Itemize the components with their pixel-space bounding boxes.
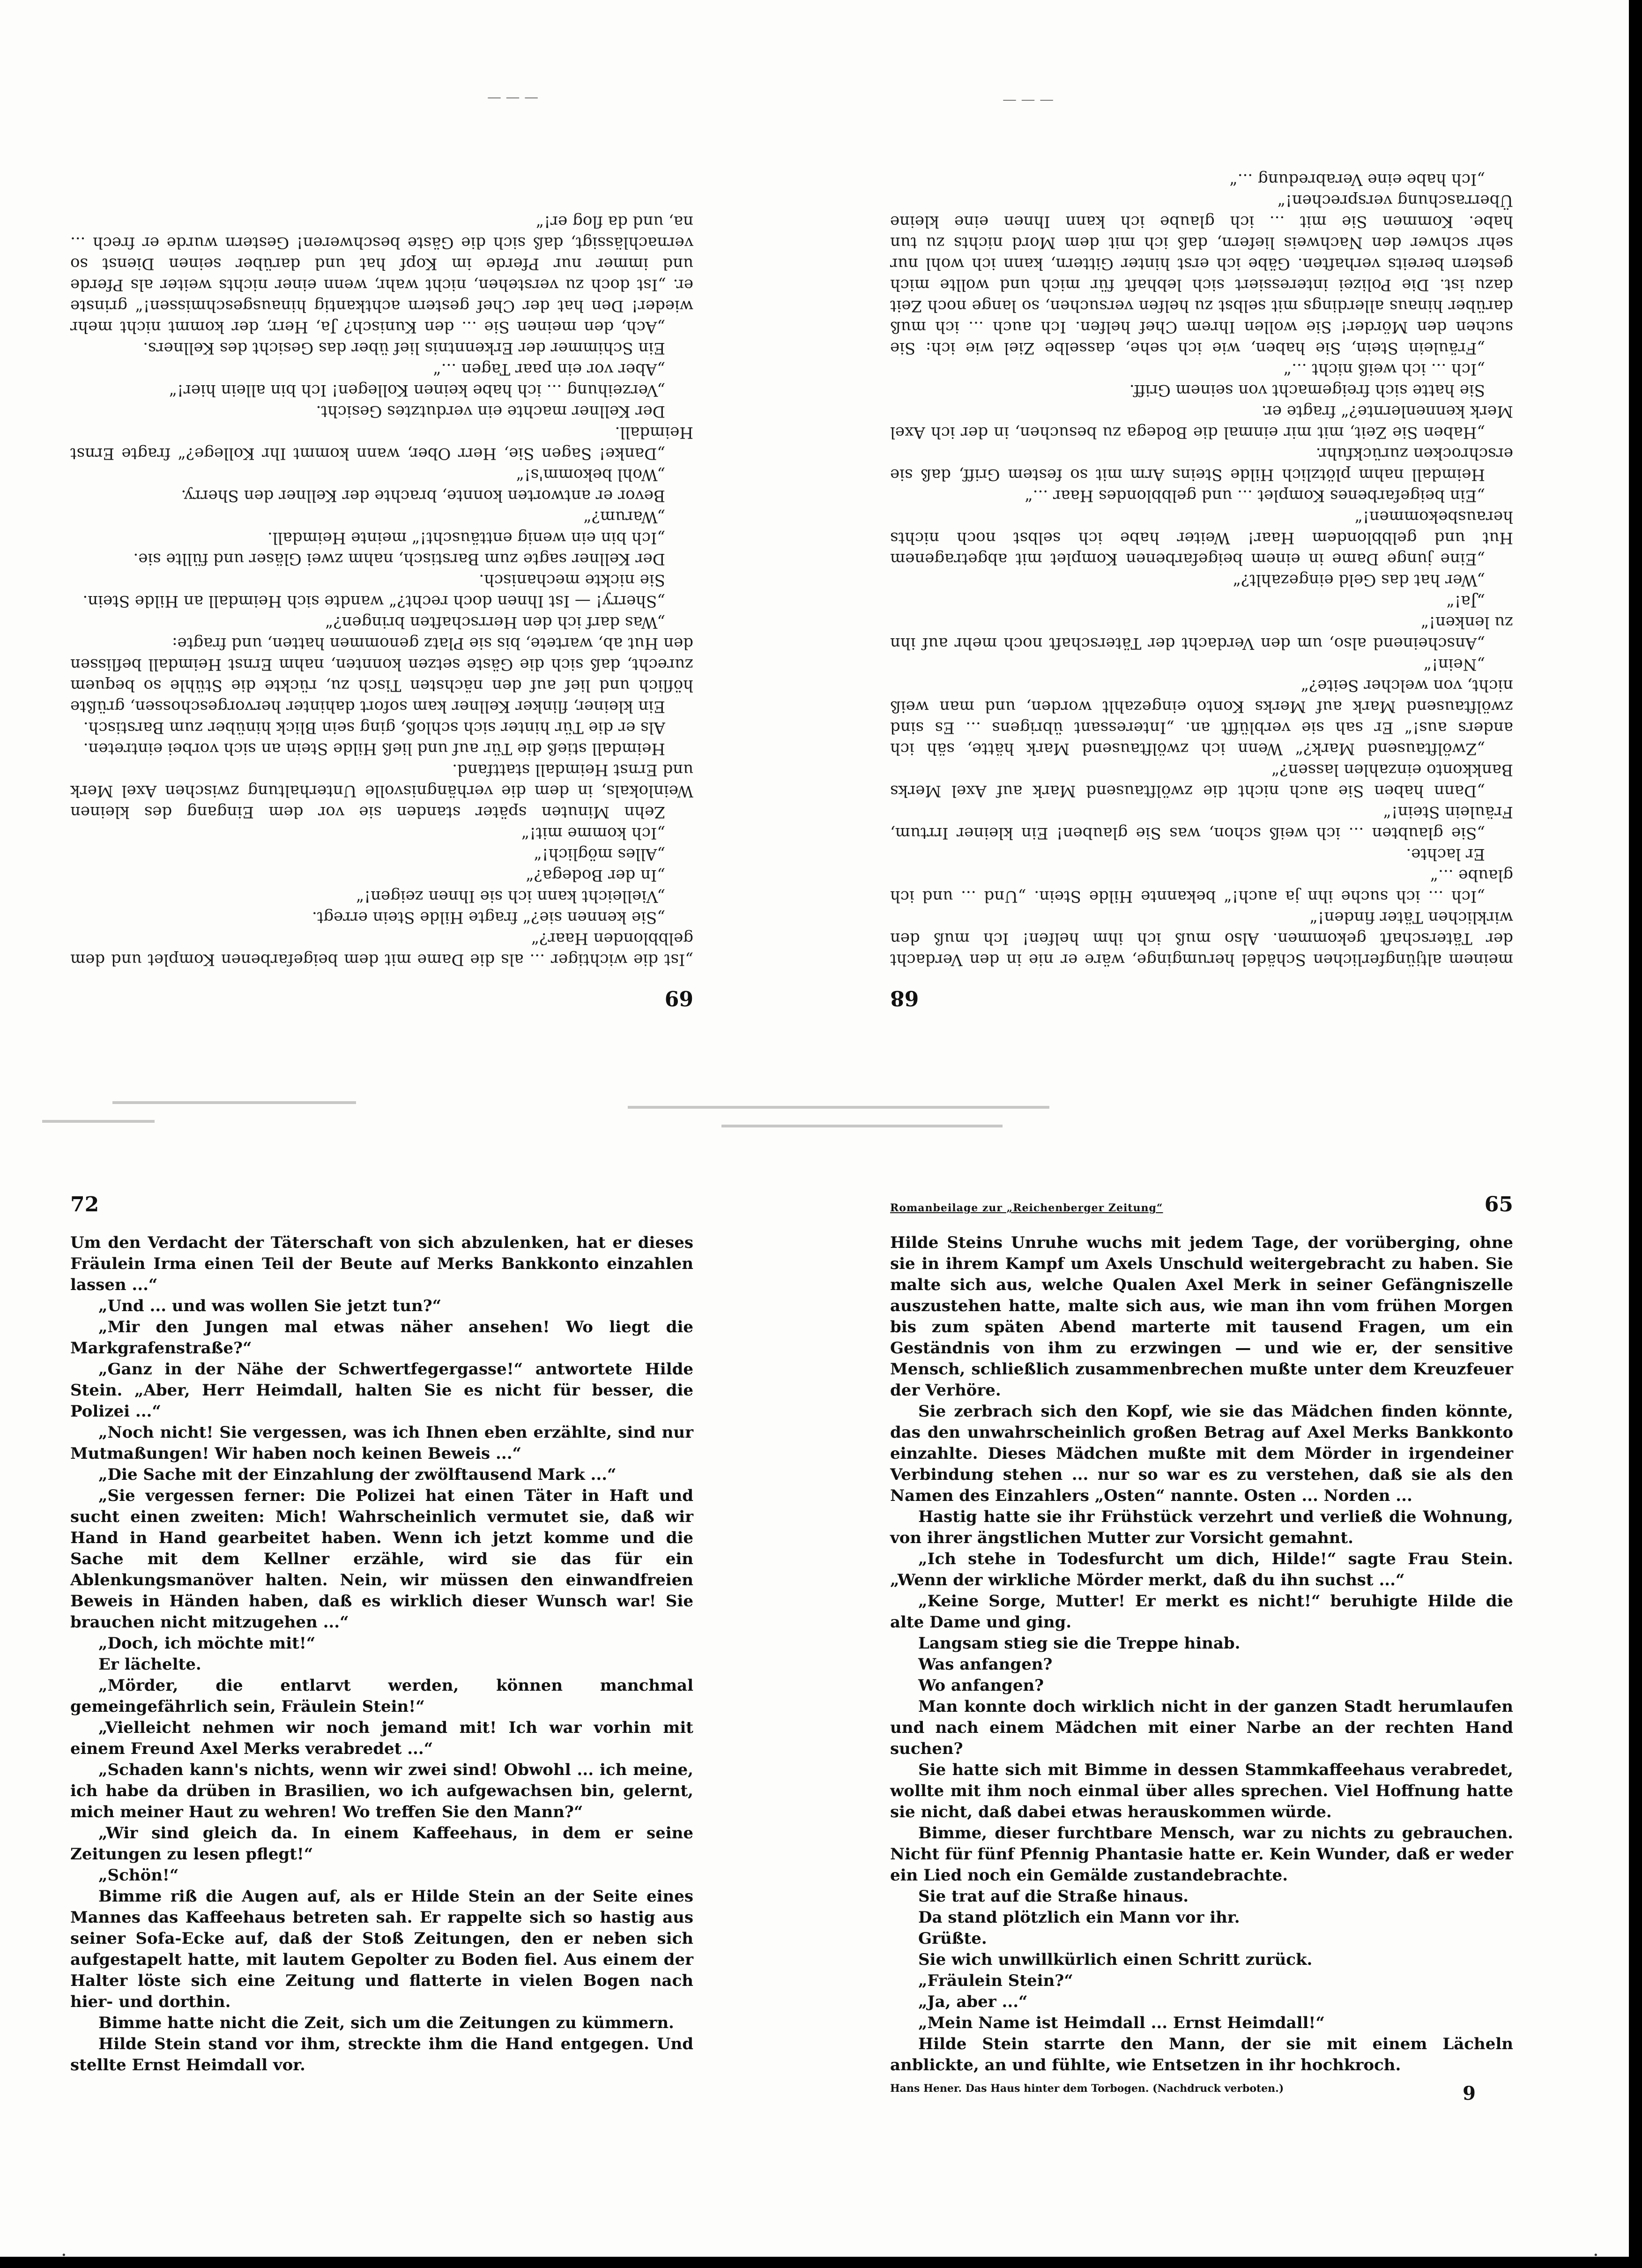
paragraph: „Haben Sie Zeit, mit mir einmal die Bodega zu besuchen, in der ich Axel Merk kennenlernte?“ fragte er. [890,402,1513,442]
paragraph: „Warum?“ [583,507,665,526]
paragraph: „Ist die wichtiger ... als die Dame mit dem beigefarbenen Komplet und dem gelbblonden Haar?“ [70,929,693,969]
paragraph: Bimme riß die Augen auf, als er Hilde Stein an der Seite eines Mannes das Kaffeehaus betreten sah. Er rappelte sich so hastig aus seiner Sofa-Ecke auf, daß der Stoß Zeitungen, den er neben sich aufgestapelt hatte, mit lautem Gepolter zu Boden fiel. Aus einem der Halter löste sich eine Zeitung und flatterte in vielen Bogen nach hier- und dorthin. [70,1887,693,2011]
paragraph: „Ja, aber ...“ [918,1992,1028,2011]
paragraph: Der Kellner machte ein verdutztes Gesicht. [316,402,665,421]
scan-border-bottom [0,2257,1642,2268]
paragraph: Sie trat auf die Straße hinaus. [918,1887,1189,1906]
page-number: 68 [890,986,919,1010]
top-rule-mark-right: — — — [1003,91,1054,108]
paragraph: Bimme, dieser furchtbare Mensch, war zu nichts zu gebrauchen. Nicht für fünf Pfennig Phantasie hatte er. Kein Wunder, daß er weder ein Lied noch ein Gemälde zustandebrachte. [890,1824,1513,1885]
paragraph: „Verzeihung ... ich habe keinen Kollegen! Ich bin allein hier!“ [169,381,665,400]
paragraph: Wo anfangen? [918,1676,1044,1695]
paragraph: „Mir den Jungen mal etwas näher ansehen! Wo liegt die Markgrafenstraße?“ [70,1318,693,1358]
paragraph: „Ich habe eine Verabredung ...“ [1229,170,1485,189]
paragraph: Um den Verdacht der Täterschaft von sich abzulenken, hat er dieses Fräulein Irma einen Teil der Beute auf Merks Bankkonto einzahlen lassen ...“ [70,1233,693,1294]
text-column [70,211,693,970]
page-69-upside-down [70,96,693,1010]
paragraph: „Vielleicht nehmen wir noch jemand mit! Ich war vorhin mit einem Freund Axel Merks verabredet ...“ [70,1718,693,1758]
text-column [70,1232,693,2076]
paragraph: „Sherry! — Ist Ihnen doch recht?“ wandte sich Heimdall an Hilde Stein. [82,592,665,611]
paragraph: „In der Bodega?“ [526,866,665,885]
paragraph: Bimme hatte nicht die Zeit, sich um die Zeitungen zu kümmern. [98,2014,674,2032]
paragraph: „Anscheinend also, um den Verdacht der Täterschaft noch mehr auf ihn zu lenken!“ [890,613,1513,653]
text-column [890,1232,1513,2076]
paragraph: „Sie glaubten ... ich weiß schon, was Sie glauben! Ein kleiner Irrtum, Fräulein Stein!“ [890,803,1513,843]
paragraph: meinem altjüngferlichen Schädel herumginge, wäre er nie in den Verdacht der Täterschaft gekommen. Also muß ich ihm helfen! Ich muß den wirklichen Täter finden!“ [890,908,1513,969]
paragraph: Man konnte doch wirklich nicht in der ganzen Stadt herumlaufen und nach einem Mädchen mit einer Narbe an der rechten Hand suchen? [890,1697,1513,1758]
paragraph: „Danke! Sagen Sie, Herr Ober, wann kommt Ihr Kollege?“ fragte Ernst Heimdall. [70,423,693,463]
page-number: 65 [1484,1193,1513,1216]
paragraph: „Noch nicht! Sie vergessen, was ich Ihnen eben erzählte, sind nur Mutmaßungen! Wir haben noch keinen Beweis ...“ [70,1423,693,1463]
paragraph: „Ich stehe in Todesfurcht um dich, Hilde!“ sagte Frau Stein. „Wenn der wirkliche Mörder merkt, daß du ihn suchst ...“ [890,1550,1513,1589]
fold-line [42,1087,1588,1143]
paragraph: „Vielleicht kann ich sie Ihnen zeigen!“ [356,887,665,906]
paragraph: Zehn Minuten später standen sie vor dem Eingang des kleinen Weinlokals, in dem die verhängnisvolle Unterhaltung zwischen Axel Merk und Ernst Heimdall stattfand. [70,761,693,821]
paragraph: Heimdall nahm plötzlich Hilde Steins Arm mit so festem Griff, daß sie erschrocken zurückfuhr. [890,444,1513,484]
page-65 [890,1193,1513,2191]
paragraph: „Fräulein Stein, Sie haben, wie ich sehe, dasselbe Ziel wie ich: Sie suchen den Mörder! Sie wollen Ihrem Chef helfen. Ich auch ... ich muß darüber hinaus allerdings mit selbst zu helfen versuchen, so lange noch Zeit dazu ist. Die Polizei interessiert sich lebhaft für mich und wollte mich gestern bereits verhaften. Gäbe ich erst hinter Gittern, kann ich wohl nur sehr schwer den Nachweis liefern, daß ich mit dem Mord nichts zu tun habe. Kommen Sie mit ... ich glaube ich kann Ihnen eine kleine Überraschung versprechen!“ [890,191,1513,358]
page-header [70,986,693,1010]
paragraph: Hilde Stein stand vor ihm, streckte ihm die Hand entgegen. Und stellte Ernst Heimdall vor. [70,2035,693,2074]
paragraph: „Schön!“ [98,1866,179,1885]
scan-border-right [1629,0,1642,2268]
top-rule-mark: — — — [487,89,539,105]
paragraph: „Nein!“ [1423,655,1485,674]
paragraph: „Aber vor ein paar Tagen ...“ [433,360,665,379]
paragraph: „Alles möglich!“ [534,845,665,864]
paragraph: Ein kleiner, flinker Kellner kam sofort dahinter hervorgeschossen, grüßte höflich und lief auf den nächsten Tisch zu, rückte die Stühle so bequem zurecht, daß sich die Gäste setzen konnten, nahm Ernst Heimdall beflissen den Hut ab, wartete, bis sie Platz genommen hatten, und fragte: [70,634,693,716]
paragraph: „Ach, den meinen Sie ... den Kunisch? Ja, Herr, der kommt nicht mehr wieder! Den hat der Chef gestern achtkantig hinausgeschmissen!“ grinste er. „Ist doch zu verstehen, nicht wahr, wenn einer nichts weiter als Pferde und immer nur Pferde im Kopf hat und darüber seinen Dienst so vernachlässigt, daß sich die Gäste beschweren! Gestern wurde er frech ... na, und da flog er!“ [70,212,693,336]
paragraph: „Doch, ich möchte mit!“ [98,1634,316,1653]
page-72 [70,1193,693,2177]
paragraph: „Zwölftausend Mark?“ Wenn ich zwölftausend Mark hätte, säh ich anders aus!“ Er sah sie verblüfft an. „Interessant übrigens ... Es sind zwölftausend Mark auf Merks Konto eingezahlt worden, und man weiß nicht, von welcher Seite?“ [890,676,1513,758]
paragraph: Sie wich unwillkürlich einen Schritt zurück. [918,1950,1313,1969]
paragraph: Langsam stieg sie die Treppe hinab. [918,1634,1241,1653]
paragraph: „Ich bin ein wenig enttäuscht!“ meinte Heimdall. [267,529,665,547]
page-footer [890,2082,1513,2104]
paragraph: „Wohl bekomm's!“ [516,465,665,484]
paragraph: „Mein Name ist Heimdall ... Ernst Heimdall!“ [918,2014,1325,2032]
paragraph: „Wer hat das Geld eingezahlt?“ [1233,571,1485,589]
paragraph: Sie hatte sich mit Bimme in dessen Stammkaffeehaus verabredet, wollte mit ihm noch einmal über alles sprechen. Viel Hoffnung hatte sie nicht, daß dabei etwas herauskommen würde. [890,1761,1513,1821]
paragraph: „Dann haben Sie auch nicht die zwölftausend Mark auf Axel Merks Bankkonto einzahlen lassen?“ [890,761,1513,800]
paragraph: Hilde Stein starrte den Mann, der sie mit einem Lächeln anblickte, an und fühlte, wie Entsetzen in ihr hochkroch. [890,2035,1513,2074]
paragraph: Er lächelte. [98,1655,201,1674]
paragraph: „Ganz in der Nähe der Schwertfegergasse!“ antwortete Hilde Stein. „Aber, Herr Heimdall, halten Sie es nicht für besser, die Polizei ...“ [70,1360,693,1421]
paragraph: „Keine Sorge, Mutter! Er merkt es nicht!“ beruhigte Hilde die alte Dame und ging. [890,1592,1513,1632]
paragraph: „Sie kennen sie?“ fragte Hilde Stein erregt. [312,908,665,927]
text-column [890,169,1513,970]
paragraph: Hastig hatte sie ihr Frühstück verzehrt und verließ die Wohnung, von ihrer ängstlichen Mutter zur Vorsicht gemahnt. [890,1507,1513,1547]
paragraph: Was anfangen? [918,1655,1053,1674]
paragraph: Sie zerbrach sich den Kopf, wie sie das Mädchen finden könnte, das den unwahrscheinlich großen Betrag auf Axel Merks Bankkonto einzahlte. Dieses Mädchen mußte mit dem Mörder in irgendeiner Verbindung stehen ... nur so war es zu verstehen, daß sie als den Namen des Einzahlers „Osten“ nannte. Osten ... Norden ... [890,1402,1513,1505]
paragraph: „Eine junge Dame in einem beigefarbenen Komplet mit abgetragenem Hut und gelbblondem Haar! Weiter habe ich selbst noch nichts herausbekommen!“ [890,507,1513,568]
paragraph: „Die Sache mit der Einzahlung der zwölftausend Mark ...“ [98,1465,617,1484]
paragraph: „Mörder, die entlarvt werden, können manchmal gemeingefährlich sein, Fräulein Stein!“ [70,1676,693,1716]
paragraph: „Ich ... ich suche ihn ja auch!“ bekannte Hilde Stein. „Und ... und ich glaube ...“ [890,866,1513,906]
paragraph: Grüßte. [918,1929,987,1948]
paragraph: Der Kellner sagte zum Barstisch, nahm zwei Gläser und füllte sie. [133,550,665,568]
paragraph: Heimdall stieß die Tür auf und ließ Hilde Stein an sich vorbei eintreten. [83,739,665,758]
paragraph: „Ein beigefarbenes Komplet ... und gelbblondes Haar ...“ [1025,486,1485,505]
paragraph: „Ja!“ [1446,592,1485,611]
paragraph: „Was darf ich den Herrschaften bringen?“ [325,613,665,632]
paragraph: Sie hatte sich freigemacht von seinem Griff. [1129,381,1485,400]
scan-speck-right: · [1593,2245,1599,2266]
paragraph: „Schaden kann's nichts, wenn wir zwei sind! Obwohl ... ich meine, ich habe da drüben in Brasilien, wo ich aufgewachsen bin, gelernt, mich meiner Haut zu wehren! Wo treffen Sie den Mann?“ [70,1761,693,1821]
paragraph: Als er die Tür hinter sich schloß, ging sein Blick hinüber zum Barstisch. [83,718,665,737]
page-68-upside-down [890,96,1513,1010]
running-head: Romanbeilage zur „Reichenberger Zeitung“ [890,1202,1163,1214]
scan-speck: · [61,2245,67,2266]
paragraph: Da stand plötzlich ein Mann vor ihr. [918,1908,1240,1927]
paragraph: Hilde Steins Unruhe wuchs mit jedem Tage, der vorüberging, ohne sie in ihrem Kampf um Axels Unschuld weitergebracht zu haben. Sie malte sich aus, welche Qualen Axel Merk in seiner Gefängniszelle auszustehen hatte, malte sich aus, wie man ihn vom frühen Morgen bis zum späten Abend marterte mit tausend Fragen, um ein Geständnis von ihm zu erzwingen — und wie er, der sensitive Mensch, schließlich zusammenbrechen mußte unter dem Kreuzfeuer der Verhöre. [890,1233,1513,1400]
page-header [890,1193,1513,1216]
paragraph: Sie nickte mechanisch. [479,571,665,589]
page-number: 72 [70,1193,99,1216]
paragraph: „Fräulein Stein?“ [918,1971,1073,1990]
paragraph: „Sie vergessen ferner: Die Polizei hat einen Täter in Haft und sucht einen zweiten: Mich! Wahrscheinlich vermutet sie, daß wir Hand in Hand gearbeitet haben. Wenn ich jetzt komme und die Sache mit dem Kellner erzähle, wird sie das für ein Ablenkungsmanöver halten. Nein, wir müssen den einwandfreien Beweis in Händen haben, daß es wirklich dieser Wunsch war! Sie brauchen nicht mitzugehen ...“ [70,1486,693,1632]
paragraph: „Ich ... ich weiß nicht ...“ [1283,360,1485,379]
page-header [70,1193,693,1216]
paragraph: „Wir sind gleich da. In einem Kaffeehaus, in dem er seine Zeitungen zu lesen pflegt!“ [70,1824,693,1864]
footer-credit: Hans Hener. Das Haus hinter dem Torbogen. (Nachdruck verboten.) [890,2082,1284,2095]
paragraph: „Ich komme mit!“ [521,824,665,843]
paragraph: „Und ... und was wollen Sie jetzt tun?“ [98,1297,442,1315]
signature-number: 9 [1463,2082,1476,2104]
paragraph: Bevor er antworten konnte, brachte der Kellner den Sherry. [181,486,665,505]
paragraph: Er lachte. [1406,845,1485,864]
paragraph: Ein Schimmer der Erkenntnis lief über das Gesicht des Kellners. [143,339,665,358]
page-header [890,986,1513,1010]
page-number: 69 [664,986,693,1010]
